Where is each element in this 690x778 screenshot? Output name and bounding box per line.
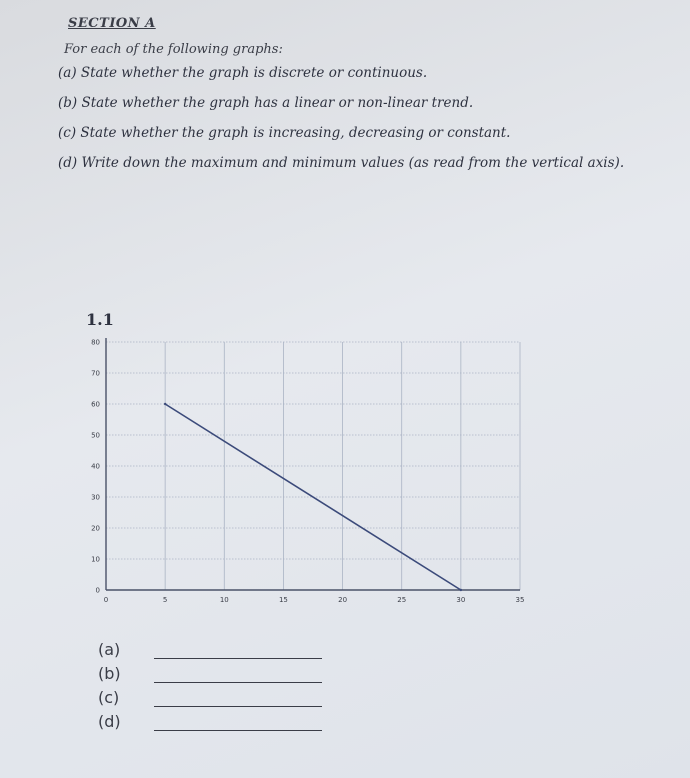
y-tick-label: 10 bbox=[91, 555, 100, 564]
answer-row-c bbox=[98, 688, 338, 712]
y-tick-label: 40 bbox=[91, 462, 100, 471]
x-tick-label: 35 bbox=[515, 596, 524, 604]
answer-section bbox=[98, 640, 338, 736]
series-point bbox=[164, 403, 166, 405]
instruction-c: (c) State whether the graph is increasing, decreasing or constant. bbox=[58, 125, 511, 141]
y-tick-label: 60 bbox=[91, 400, 100, 409]
answer-label-b: (b) bbox=[98, 664, 121, 683]
answer-row-b bbox=[98, 664, 338, 688]
answer-label-d: (d) bbox=[98, 712, 121, 731]
x-tick-label: 20 bbox=[338, 596, 348, 604]
y-tick-label: 30 bbox=[91, 493, 100, 502]
x-tick-label: 5 bbox=[162, 596, 168, 604]
section-intro: For each of the following graphs: bbox=[64, 42, 283, 57]
instructions-list bbox=[58, 62, 683, 182]
instruction-a: (a) State whether the graph is discrete or continuous. bbox=[58, 65, 428, 81]
answer-line-a[interactable] bbox=[154, 658, 322, 659]
x-tick-label: 0 bbox=[103, 596, 109, 604]
x-tick-label: 15 bbox=[278, 596, 288, 604]
y-tick-label: 0 bbox=[95, 586, 100, 595]
answer-label-a: (a) bbox=[98, 640, 121, 659]
answer-line-c[interactable] bbox=[154, 706, 322, 707]
line-graph bbox=[84, 330, 524, 610]
section-heading: SECTION A bbox=[68, 16, 156, 31]
y-tick-label: 50 bbox=[91, 431, 100, 440]
y-tick-label: 20 bbox=[91, 524, 100, 533]
answer-label-c: (c) bbox=[98, 688, 120, 707]
x-tick-label: 10 bbox=[219, 596, 229, 604]
answer-row-d bbox=[98, 712, 338, 736]
y-tick-label: 70 bbox=[91, 369, 100, 378]
x-tick-label: 25 bbox=[397, 596, 407, 604]
answer-row-a bbox=[98, 640, 338, 664]
answer-line-d[interactable] bbox=[154, 730, 322, 731]
series-point bbox=[460, 589, 462, 591]
x-tick-label: 30 bbox=[456, 596, 466, 604]
answer-line-b[interactable] bbox=[154, 682, 322, 683]
y-tick-label: 80 bbox=[91, 338, 100, 347]
question-number: 1.1 bbox=[86, 310, 114, 329]
instruction-d: (d) Write down the maximum and minimum values (as read from the vertical axis). bbox=[58, 155, 625, 171]
instruction-b: (b) State whether the graph has a linear or non-linear trend. bbox=[58, 95, 474, 111]
